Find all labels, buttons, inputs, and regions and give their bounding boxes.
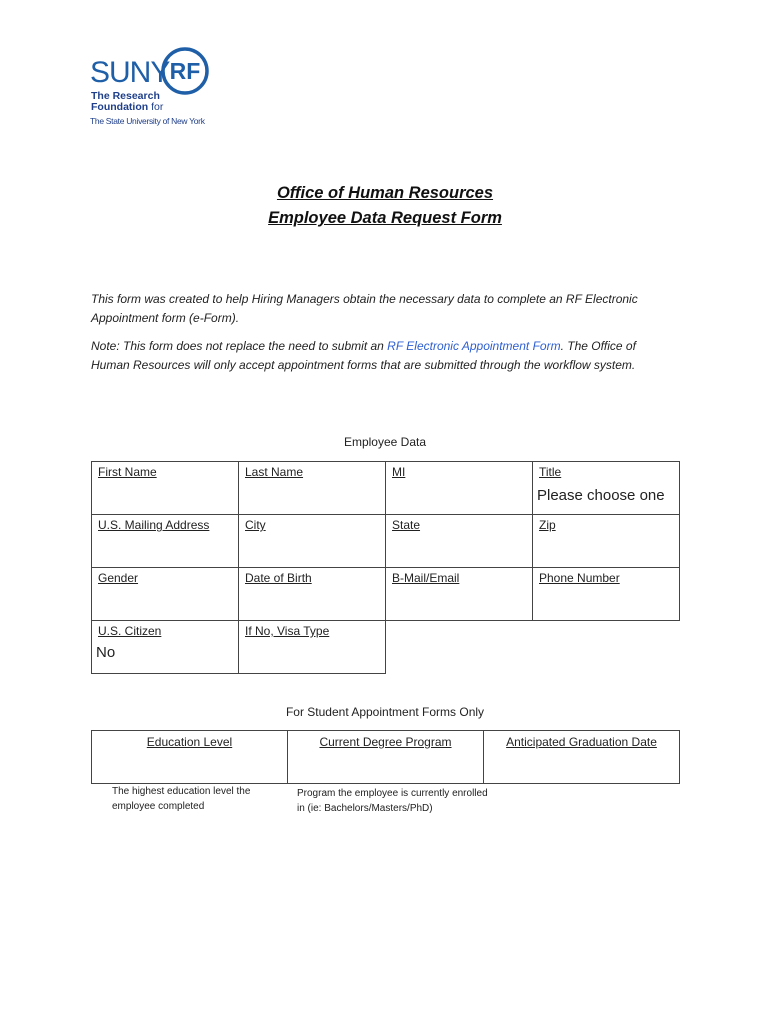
logo-line2 — [91, 102, 163, 113]
logo-line2-suffix: for — [151, 101, 164, 113]
citizen-label: U.S. Citizen — [98, 624, 162, 638]
employee-data-table — [91, 461, 680, 674]
phone-label: Phone Number — [539, 571, 620, 585]
gender-field[interactable] — [92, 568, 239, 621]
intro-paragraph: This form was created to help Hiring Managers obtain the necessary data to complete an RF Electronic Appointment form (e-Form). — [91, 292, 638, 325]
dob-field[interactable] — [239, 568, 386, 621]
education-level-field[interactable] — [92, 731, 288, 784]
state-field[interactable] — [386, 515, 533, 568]
empty-cell — [533, 621, 680, 674]
education-level-label: Education Level — [146, 735, 233, 749]
gender-label: Gender — [98, 571, 139, 585]
mailing-address-label: U.S. Mailing Address — [98, 518, 210, 532]
zip-label: Zip — [539, 518, 556, 532]
logo-line3: The State University of New York — [90, 116, 205, 126]
graduation-date-label: Anticipated Graduation Date — [506, 735, 657, 749]
note-paragraph — [91, 337, 676, 375]
first-name-label: First Name — [98, 465, 157, 479]
email-label: B-Mail/Email — [392, 571, 460, 585]
first-name-field[interactable] — [92, 462, 239, 515]
logo-rf-text: RF — [169, 58, 201, 84]
logo-line2-text: Foundation — [91, 101, 149, 113]
empty-cell — [386, 621, 533, 674]
title-label: Title — [539, 465, 562, 479]
logo-rf-mark — [160, 46, 210, 96]
citizen-field[interactable] — [92, 621, 239, 674]
degree-program-label: Current Degree Program — [319, 735, 452, 749]
graduation-date-field[interactable] — [484, 731, 680, 784]
mi-label: MI — [392, 465, 406, 479]
state-label: State — [392, 518, 421, 532]
email-field[interactable] — [386, 568, 533, 621]
degree-program-hint: Program the employee is currently enrolled in (ie: Bachelors/Masters/PhD) — [297, 788, 488, 814]
citizen-select[interactable]: No — [96, 644, 116, 661]
eform-link[interactable]: RF Electronic Appointment Form — [387, 339, 561, 353]
title-field[interactable] — [533, 462, 680, 515]
employee-data-heading: Employee Data — [343, 435, 427, 449]
note-text-after: . The Office of Human Resources will only accept appointment forms that are submitted through the workflow system. — [91, 339, 636, 372]
education-level-hint: The highest education level the employee completed — [112, 786, 251, 812]
zip-field[interactable] — [533, 515, 680, 568]
title-select[interactable]: Please choose one — [537, 487, 665, 504]
phone-field[interactable] — [533, 568, 680, 621]
last-name-field[interactable] — [239, 462, 386, 515]
page-title-line1: Office of Human Resources — [276, 184, 494, 202]
city-field[interactable] — [239, 515, 386, 568]
suny-rf-logo — [88, 44, 228, 134]
mailing-address-field[interactable] — [92, 515, 239, 568]
student-data-table — [91, 730, 680, 784]
visa-type-label: If No, Visa Type — [245, 624, 330, 638]
last-name-label: Last Name — [245, 465, 304, 479]
dob-label: Date of Birth — [245, 571, 312, 585]
visa-type-field[interactable] — [239, 621, 386, 674]
city-label: City — [245, 518, 266, 532]
mi-field[interactable] — [386, 462, 533, 515]
note-text-before: Note: This form does not replace the need to submit an — [91, 339, 388, 353]
student-section-heading: For Student Appointment Forms Only — [285, 705, 485, 719]
logo-suny-text: SUNY — [90, 56, 170, 89]
degree-program-field[interactable] — [288, 731, 484, 784]
logo-line1: The Research — [91, 90, 160, 102]
page-title-line2: Employee Data Request Form — [268, 209, 502, 227]
